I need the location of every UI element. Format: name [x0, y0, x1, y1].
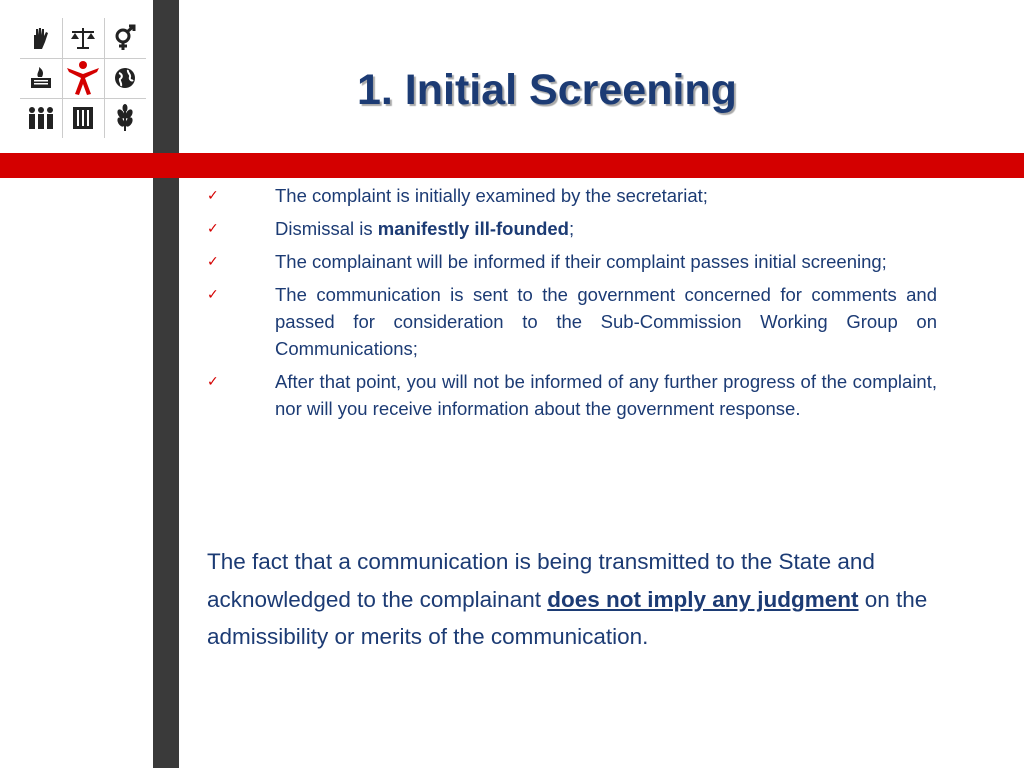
bullet-text: The communication is sent to the government concerned for comments and passed for consideration to the Sub-Commission Working Group on Communications;: [275, 284, 937, 359]
paragraph-text: The fact that a communication is being transmitted to the State and acknowledged to the complainant: [207, 549, 875, 612]
globe-icon: [105, 59, 145, 97]
prison-bars-icon: [63, 99, 103, 137]
slide-title: 1. Initial Screening: [357, 66, 737, 114]
bullet-item: [207, 248, 937, 275]
checkmark-icon: ✓: [207, 220, 219, 236]
bullet-text: After that point, you will not be informed of any further progress of the complaint, nor will you receive information about the government response.: [275, 371, 937, 419]
people-icon: [21, 99, 61, 137]
summary-paragraph: [207, 543, 937, 656]
bullet-item: [207, 281, 937, 362]
bullet-item: [207, 182, 937, 209]
gender-icon: [105, 19, 145, 57]
fire-book-icon: [21, 59, 61, 97]
left-vertical-band: [153, 0, 179, 768]
checkmark-icon: ✓: [207, 253, 219, 269]
paragraph-text-end: on the admissibility or merits of the communication.: [207, 586, 928, 649]
wheat-icon: [105, 99, 145, 137]
checkmark-icon: ✓: [207, 373, 219, 389]
bullet-text-end: ;: [568, 218, 575, 239]
human-rights-logo: [20, 18, 146, 138]
paragraph-emphasis: does not imply any judgment: [547, 586, 859, 612]
bullet-bold-text: manifestly ill-founded: [377, 218, 569, 239]
bullet-text: The complaint is initially examined by the secretariat;: [275, 185, 708, 206]
hand-icon: [21, 19, 61, 57]
bullet-list: [207, 182, 937, 428]
bullet-item: [207, 368, 937, 422]
human-figure-icon: [63, 59, 103, 97]
scales-icon: [63, 19, 103, 57]
bullet-item: [207, 215, 937, 242]
checkmark-icon: ✓: [207, 187, 219, 203]
bullet-text: Dismissal is: [275, 218, 378, 239]
bullet-text: The complainant will be informed if their complaint passes initial screening;: [275, 251, 887, 272]
checkmark-icon: ✓: [207, 286, 219, 302]
red-horizontal-band: [0, 153, 1024, 178]
